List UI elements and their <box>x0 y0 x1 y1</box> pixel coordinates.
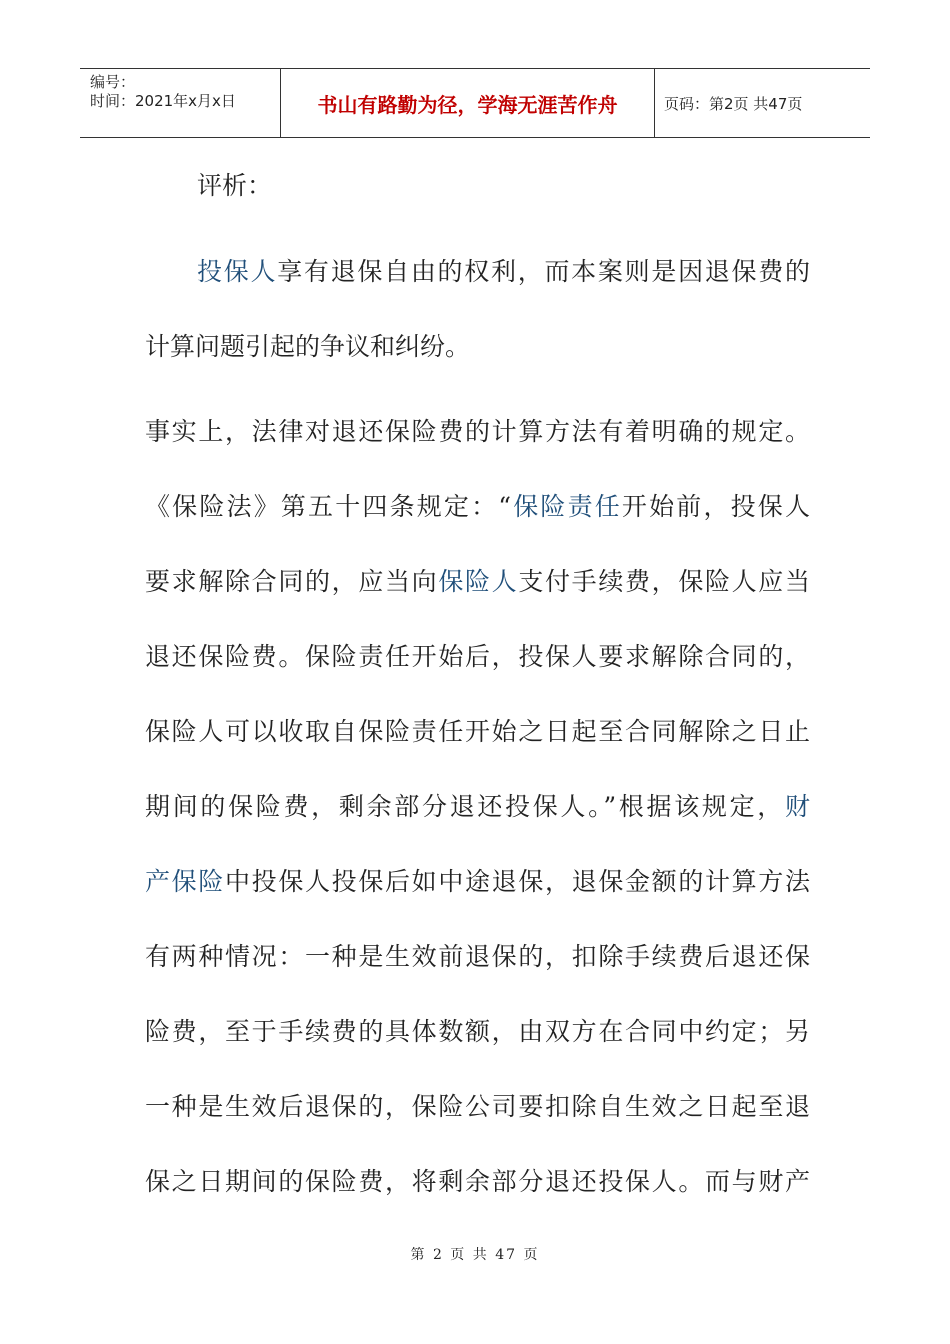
section-heading: 评析： <box>197 171 273 200</box>
page-footer: 第 2 页 共 47 页 <box>410 1247 540 1263</box>
text-span: 《保险法》第五十四条规定：“ <box>145 492 512 521</box>
header-page-info: 页码：第2页 共47页 <box>664 94 803 113</box>
paragraph-line: 退还保险费。保险责任开始后，投保人要求解除合同的， <box>145 642 810 671</box>
keyword-link[interactable]: 保险人 <box>438 567 519 596</box>
paragraph-line: 保之日期间的保险费，将剩余部分退还投保人。而与财产 <box>145 1167 810 1196</box>
paragraph-line: 一种是生效后退保的，保险公司要扣除自生效之日起至退 <box>145 1092 810 1121</box>
text-span: 中投保人投保后如中途退保，退保金额的计算方法 <box>225 867 810 896</box>
keyword-link[interactable]: 产保险 <box>145 867 225 896</box>
paragraph-line <box>145 252 810 292</box>
header-meta <box>80 69 280 137</box>
keyword-link[interactable]: 保险责任 <box>511 492 622 521</box>
paragraph-line <box>145 487 810 527</box>
paragraph-line <box>145 562 810 602</box>
text-span: 开始前，投保人 <box>621 492 810 521</box>
text-span: 支付手续费，保险人应当 <box>518 567 810 596</box>
header-motto: 书山有路勤为径，学海无涯苦作舟 <box>317 92 618 117</box>
paragraph-line: 有两种情况：一种是生效前退保的，扣除手续费后退还保 <box>145 942 810 971</box>
paragraph-line: 保险人可以收取自保险责任开始之日起至合同解除之日止 <box>145 717 810 746</box>
paragraph-line: 计算问题引起的争议和纠纷。 <box>145 332 471 361</box>
keyword-link[interactable]: 财 <box>784 792 810 821</box>
keyword-link[interactable]: 投保人 <box>197 257 278 286</box>
text-span: 享有退保自由的权利，而本案则是因退保费的 <box>277 257 810 286</box>
document-header <box>80 68 870 138</box>
paragraph-line <box>145 787 810 827</box>
text-span: 期间的保险费，剩余部分退还投保人。”根据该规定， <box>145 792 785 821</box>
header-motto-cell <box>280 69 655 137</box>
document-time-label: 时间：2021年x月x日 <box>90 92 236 110</box>
text-span: 要求解除合同的，应当向 <box>145 567 439 596</box>
paragraph-line: 险费，至于手续费的具体数额，由双方在合同中约定；另 <box>145 1017 810 1046</box>
paragraph-line: 事实上，法律对退还保险费的计算方法有着明确的规定。 <box>145 417 810 446</box>
document-number-label: 编号： <box>90 73 136 91</box>
paragraph-line <box>145 862 810 902</box>
